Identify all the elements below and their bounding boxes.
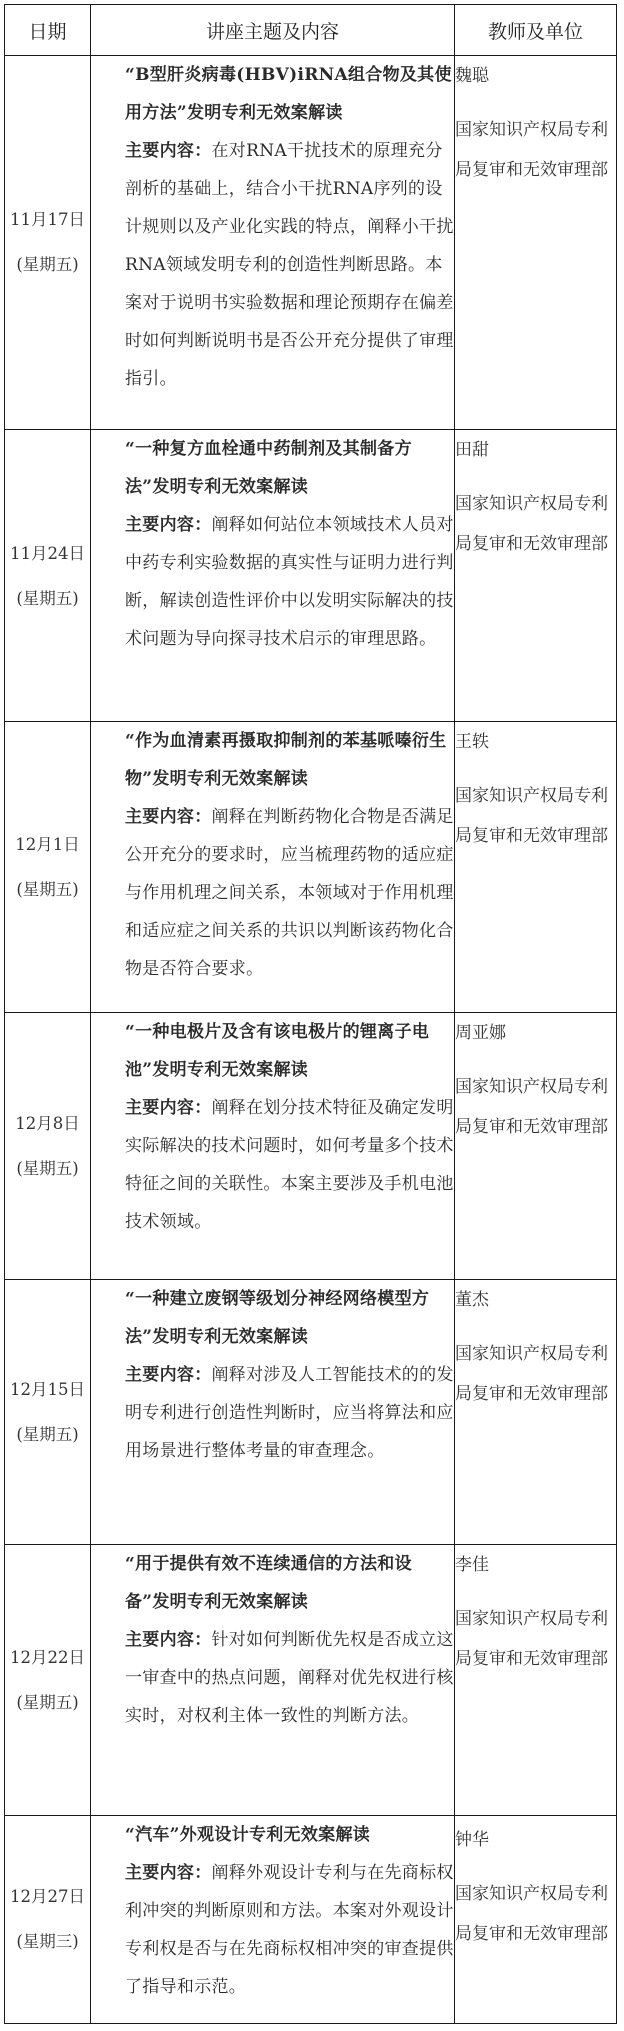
weekday: (星期五) bbox=[16, 880, 79, 900]
teacher-unit: 国家知识产权局专利局复审和无效审理部 bbox=[455, 120, 608, 180]
teacher-cell bbox=[455, 1545, 617, 1815]
teacher-cell bbox=[455, 1280, 617, 1545]
content-text: 阐释在判断药物化合物是否满足公开充分的要求时，应当梳理药物的适应症与作用机理之间关系，本领域对于作用机理和适应症之间关系的共识以判断该药物化合物是否符合要求。 bbox=[125, 807, 454, 980]
date-cell bbox=[5, 1013, 91, 1280]
content-text: 针对如何判断优先权是否成立这一审查中的热点问题，阐释对优先权进行核实时，对权利主体一致性的判断方法。 bbox=[125, 1630, 454, 1727]
weekday: (星期五) bbox=[16, 255, 79, 275]
lecture-content bbox=[91, 1621, 454, 1735]
date-cell bbox=[5, 722, 91, 1013]
weekday: (星期五) bbox=[16, 1159, 79, 1179]
teacher-name: 周亚娜 bbox=[455, 1023, 506, 1044]
date: 12月27日 bbox=[10, 1887, 85, 1907]
topic-cell bbox=[91, 1013, 455, 1280]
lecture-schedule-table bbox=[4, 4, 617, 2024]
teacher-unit: 国家知识产权局专利局复审和无效审理部 bbox=[455, 1883, 608, 1944]
header-row bbox=[5, 5, 617, 56]
lecture-title: “作为血清素再摄取抑制剂的苯基哌嗪衍生物”发明专利无效案解读 bbox=[125, 731, 447, 790]
date: 11月24日 bbox=[10, 543, 85, 563]
teacher-cell bbox=[455, 1815, 617, 2023]
lecture-title: “汽车”外观设计专利无效案解读 bbox=[125, 1824, 371, 1845]
content-text: 阐释对涉及人工智能技术的的发明专利进行创造性判断时，应当将算法和应用场景进行整体考量的审查理念。 bbox=[125, 1365, 454, 1462]
lecture-title: “一种建立废钢等级划分神经网络模型方法”发明专利无效案解读 bbox=[125, 1289, 430, 1348]
table-row bbox=[5, 722, 617, 1013]
teacher-unit: 国家知识产权局专利局复审和无效审理部 bbox=[455, 786, 608, 847]
weekday: (星期三) bbox=[16, 1932, 79, 1952]
teacher-name: 钟华 bbox=[455, 1829, 489, 1850]
content-text: 阐释在划分技术特征及确定发明实际解决的技术问题时，如何考量多个技术特征之间的关联性。本案主要涉及手机电池技术领域。 bbox=[125, 1098, 454, 1233]
teacher-name: 董杰 bbox=[455, 1290, 489, 1311]
header-topic: 讲座主题及内容 bbox=[91, 5, 455, 56]
teacher-name: 李佳 bbox=[455, 1555, 489, 1576]
lecture-content bbox=[91, 1089, 454, 1241]
table-row bbox=[5, 1280, 617, 1545]
date-cell bbox=[5, 429, 91, 721]
date: 12月1日 bbox=[15, 835, 80, 855]
teacher-unit: 国家知识产权局专利局复审和无效审理部 bbox=[455, 1344, 608, 1405]
teacher-unit: 国家知识产权局专利局复审和无效审理部 bbox=[455, 1077, 608, 1138]
content-label: 主要内容： bbox=[125, 1862, 212, 1883]
lecture-title: “一种电极片及含有该电极片的锂离子电池”发明专利无效案解读 bbox=[125, 1022, 430, 1081]
lecture-title: “用于提供有效不连续通信的方法和设备”发明专利无效案解读 bbox=[125, 1554, 412, 1613]
date-cell bbox=[5, 56, 91, 430]
teacher-cell bbox=[455, 722, 617, 1013]
date: 11月17日 bbox=[10, 210, 85, 230]
topic-cell bbox=[91, 429, 455, 721]
content-text: 在对RNA干扰技术的原理充分剖析的基础上，结合小干扰RNA序列的设计规则以及产业化实践的特点，阐释小干扰RNA领域发明专利的创造性判断思路。本案对于说明书实验数据和理论预期存在偏差时如何判断说明书是否公开充分提供了审理指引。 bbox=[125, 141, 454, 389]
table-row bbox=[5, 56, 617, 430]
header-teacher: 教师及单位 bbox=[455, 5, 617, 56]
table-row bbox=[5, 1815, 617, 2023]
date: 12月8日 bbox=[15, 1114, 80, 1134]
topic-cell bbox=[91, 1545, 455, 1815]
content-label: 主要内容： bbox=[125, 141, 212, 161]
lecture-content bbox=[91, 132, 454, 398]
lecture-content bbox=[91, 506, 454, 658]
teacher-name: 王轶 bbox=[455, 732, 489, 753]
content-label: 主要内容： bbox=[125, 1365, 212, 1386]
weekday: (星期五) bbox=[16, 588, 79, 608]
table-row bbox=[5, 429, 617, 721]
lecture-content bbox=[91, 798, 454, 988]
teacher-unit: 国家知识产权局专利局复审和无效审理部 bbox=[455, 1609, 608, 1670]
teacher-cell bbox=[455, 1013, 617, 1280]
topic-cell bbox=[91, 56, 455, 430]
content-text: 阐释外观设计专利与在先商标权利冲突的判断原则和方法。本案对外观设计专利权是否与在先商标权相冲突的审查提供了指导和示范。 bbox=[125, 1862, 454, 1997]
teacher-cell bbox=[455, 429, 617, 721]
topic-cell bbox=[91, 1815, 455, 2023]
content-label: 主要内容： bbox=[125, 1098, 212, 1119]
weekday: (星期五) bbox=[16, 1693, 79, 1712]
lecture-title: “一种复方血栓通中药制剂及其制备方法”发明专利无效案解读 bbox=[125, 438, 412, 497]
date-cell bbox=[5, 1280, 91, 1545]
date-cell bbox=[5, 1815, 91, 2023]
topic-cell bbox=[91, 722, 455, 1013]
content-label: 主要内容： bbox=[125, 807, 212, 828]
teacher-unit: 国家知识产权局专利局复审和无效审理部 bbox=[455, 493, 608, 554]
lecture-content bbox=[91, 1356, 454, 1470]
content-text: 阐释如何站位本领域技术人员对中药专利实验数据的真实性与证明力进行判断，解读创造性评价中以发明实际解决的技术问题为导向探寻技术启示的审理思路。 bbox=[125, 514, 454, 649]
content-label: 主要内容： bbox=[125, 1630, 212, 1651]
table-row bbox=[5, 1013, 617, 1280]
teacher-name: 田甜 bbox=[455, 439, 489, 460]
header-date: 日期 bbox=[5, 5, 91, 56]
date: 12月15日 bbox=[10, 1380, 85, 1400]
date-cell bbox=[5, 1545, 91, 1815]
topic-cell bbox=[91, 1280, 455, 1545]
date: 12月22日 bbox=[10, 1648, 85, 1667]
teacher-cell bbox=[455, 56, 617, 430]
lecture-content bbox=[91, 1854, 454, 2006]
lecture-title: “B型肝炎病毒(HBV)iRNA组合物及其使用方法”发明专利无效案解读 bbox=[125, 65, 452, 123]
weekday: (星期五) bbox=[16, 1425, 79, 1445]
table-row bbox=[5, 1545, 617, 1815]
content-label: 主要内容： bbox=[125, 514, 212, 535]
teacher-name: 魏聪 bbox=[455, 66, 489, 86]
